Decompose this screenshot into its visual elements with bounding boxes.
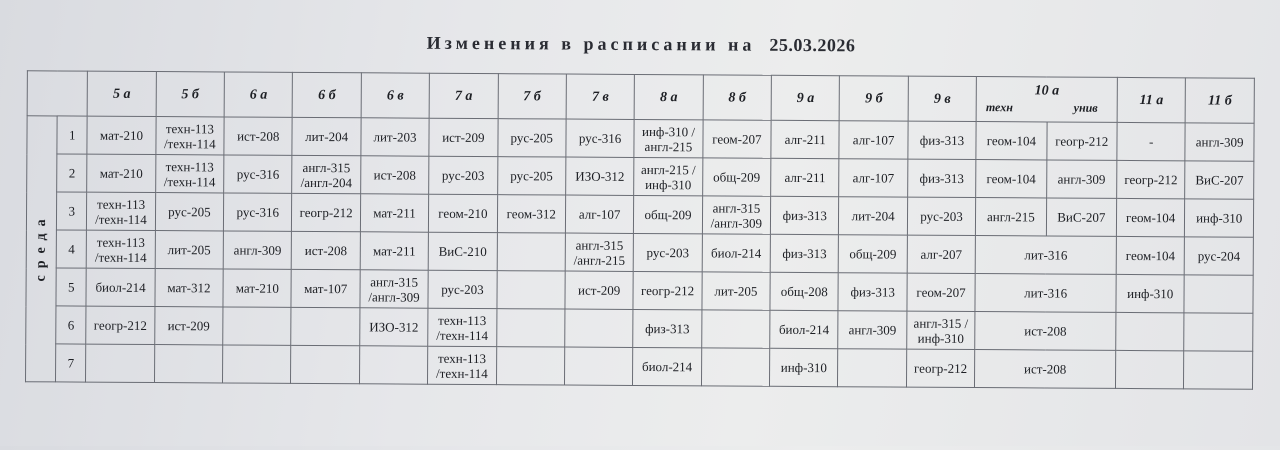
lesson-cell — [291, 345, 360, 383]
lesson-cell: биол-214 — [86, 268, 155, 306]
lesson-cell: геом-207 — [907, 273, 976, 311]
lesson-cell — [1184, 275, 1253, 313]
lesson-cell: англ-315 /англ-309 — [360, 270, 429, 308]
lesson-cell: геогр-212 — [86, 306, 155, 344]
class-header: 6 б — [293, 72, 362, 117]
lesson-cell: алг-211 — [771, 120, 840, 158]
class-10a-subgroups — [978, 100, 1116, 116]
lesson-cell — [223, 307, 292, 345]
class-header: 8 а — [634, 74, 703, 119]
class-header: 8 б — [703, 75, 772, 120]
header-row — [27, 71, 1254, 123]
lesson-cell: физ-313 — [770, 196, 839, 234]
lesson-cell: алг-207 — [907, 235, 976, 273]
lesson-number: 4 — [56, 230, 86, 268]
lesson-cell: рус-203 — [907, 197, 976, 235]
lesson-cell: техн-113 /техн-114 — [428, 346, 497, 384]
lesson-cell: техн-113 /техн-114 — [87, 192, 156, 230]
day-label: среда — [33, 212, 50, 282]
lesson-cell — [1115, 350, 1184, 388]
lesson-cell: биол-214 — [702, 234, 771, 272]
lesson-cell: физ-313 — [907, 159, 976, 197]
lesson-cell: алг-107 — [839, 121, 908, 159]
lesson-cell: биол-214 — [770, 310, 839, 348]
table-row — [26, 344, 1253, 389]
lesson-cell — [564, 347, 633, 385]
subgroup-label: техн — [985, 100, 1013, 115]
lesson-cell: алг-107 — [565, 195, 634, 233]
lesson-cell: ИЗО-312 — [360, 308, 429, 346]
lesson-cell: геогр-212 — [292, 193, 361, 231]
lesson-cell: геогр-212 — [906, 349, 975, 387]
class-header: 11 а — [1117, 77, 1186, 122]
title-date: 25.03.2026 — [769, 34, 856, 56]
subgroup-label: унив — [1073, 100, 1098, 115]
lesson-cell — [701, 310, 770, 348]
lesson-cell: инф-310 — [770, 348, 839, 386]
lesson-cell: геом-312 — [497, 195, 566, 233]
lesson-cell: техн-113 /техн-114 — [155, 155, 224, 193]
lesson-cell: лит-316 — [975, 274, 1116, 313]
lesson-number: 5 — [56, 268, 86, 306]
lesson-cell: инф-310 — [1116, 274, 1185, 312]
lesson-cell: лит-205 — [155, 231, 224, 269]
lesson-cell: геогр-212 — [633, 271, 702, 309]
lesson-cell: мат-210 — [87, 116, 156, 154]
lesson-cell: мат-211 — [360, 194, 429, 232]
lesson-cell: техн-113 /техн-114 — [87, 230, 156, 268]
class-header: 6 а — [224, 72, 293, 117]
lesson-cell: лит-316 — [975, 236, 1116, 275]
page-title — [1, 30, 1280, 59]
lesson-cell: ВиС-207 — [1046, 198, 1117, 236]
lesson-cell: техн-113 /техн-114 — [428, 308, 497, 346]
class-header: 9 в — [908, 76, 977, 121]
lesson-number: 6 — [56, 306, 86, 344]
lesson-cell — [291, 307, 360, 345]
lesson-cell: физ-313 — [633, 309, 702, 347]
lesson-cell: рус-205 — [155, 193, 224, 231]
title-text: Изменения в расписании на — [426, 32, 756, 55]
lesson-cell: англ-309 — [1046, 160, 1117, 198]
lesson-cell: ВиС-207 — [1185, 161, 1254, 199]
lesson-cell: мат-312 — [155, 269, 224, 307]
lesson-cell: геом-210 — [429, 194, 498, 232]
lesson-cell — [86, 344, 155, 382]
lesson-cell: ист-208 — [975, 312, 1116, 351]
lesson-cell: ист-208 — [224, 117, 293, 155]
class-header: 7 б — [498, 74, 567, 119]
lesson-cell — [838, 349, 907, 387]
lesson-cell: лит-205 — [702, 272, 771, 310]
lesson-cell: алг-211 — [771, 158, 840, 196]
lesson-cell: лит-204 — [839, 197, 908, 235]
lesson-cell: рус-316 — [224, 155, 293, 193]
lesson-cell: - — [1117, 122, 1186, 160]
lesson-cell — [497, 271, 566, 309]
lesson-cell: ВиС-210 — [428, 232, 497, 270]
class-header — [976, 77, 1117, 123]
lesson-cell: геогр-212 — [1046, 122, 1117, 160]
lesson-cell: физ-313 — [838, 273, 907, 311]
lesson-cell: общ-208 — [770, 272, 839, 310]
lesson-cell — [701, 348, 770, 386]
header-corner — [27, 71, 88, 116]
class-10a-label: 10 а — [1034, 83, 1060, 99]
lesson-cell: физ-313 — [908, 121, 977, 159]
lesson-cell: ист-209 — [429, 118, 498, 156]
lesson-cell: ист-209 — [154, 307, 223, 345]
lesson-cell: англ-315 /англ-309 — [702, 196, 771, 234]
lesson-cell: англ-315 /англ-215 — [565, 233, 634, 271]
lesson-cell: рус-316 — [566, 119, 635, 157]
lesson-cell — [1116, 312, 1185, 350]
lesson-cell: англ-215 — [976, 198, 1047, 236]
lesson-cell: ист-208 — [292, 231, 361, 269]
lesson-cell: геом-104 — [976, 160, 1047, 198]
lesson-cell: геом-104 — [1116, 198, 1185, 236]
lesson-cell — [496, 309, 565, 347]
lesson-cell — [496, 347, 565, 385]
lesson-cell: биол-214 — [633, 347, 702, 385]
lesson-cell: англ-315 / инф-310 — [907, 311, 976, 349]
lesson-cell: техн-113 /техн-114 — [156, 117, 225, 155]
schedule-table — [25, 70, 1255, 389]
lesson-cell: геогр-212 — [1117, 160, 1186, 198]
lesson-cell — [565, 309, 634, 347]
lesson-cell: мат-210 — [87, 154, 156, 192]
lesson-cell: рус-203 — [633, 233, 702, 271]
lesson-cell — [359, 346, 428, 384]
lesson-cell: ист-208 — [975, 350, 1116, 389]
lesson-cell: рус-316 — [223, 193, 292, 231]
class-header: 11 б — [1185, 78, 1254, 123]
lesson-cell: англ-315 /англ-204 — [292, 155, 361, 193]
lesson-cell: общ-209 — [839, 235, 908, 273]
lesson-cell: лит-204 — [292, 117, 361, 155]
class-header: 5 а — [87, 71, 156, 116]
lesson-cell: геом-207 — [703, 120, 772, 158]
lesson-number: 7 — [56, 344, 86, 382]
lesson-cell — [1184, 351, 1253, 389]
lesson-cell: ист-209 — [565, 271, 634, 309]
lesson-cell: геом-104 — [976, 122, 1047, 160]
lesson-cell — [1184, 313, 1253, 351]
class-header: 7 в — [566, 74, 635, 119]
lesson-number: 3 — [57, 192, 87, 230]
class-header: 9 а — [771, 75, 840, 120]
lesson-number: 2 — [57, 154, 87, 192]
lesson-cell: рус-204 — [1185, 237, 1254, 275]
lesson-cell: ист-208 — [360, 156, 429, 194]
lesson-cell: рус-205 — [497, 157, 566, 195]
lesson-cell: мат-107 — [291, 269, 360, 307]
lesson-cell: лит-203 — [361, 118, 430, 156]
lesson-cell: инф-310 / англ-215 — [634, 119, 703, 157]
class-header: 7 а — [429, 73, 498, 118]
day-cell — [26, 116, 58, 382]
lesson-cell — [154, 345, 223, 383]
lesson-cell: англ-309 — [223, 231, 292, 269]
lesson-cell: алг-107 — [839, 159, 908, 197]
lesson-number: 1 — [57, 116, 87, 154]
lesson-cell — [497, 233, 566, 271]
lesson-cell: общ-209 — [702, 158, 771, 196]
lesson-cell: рус-203 — [428, 270, 497, 308]
lesson-cell: общ-209 — [634, 195, 703, 233]
lesson-cell: физ-313 — [770, 234, 839, 272]
class-header: 5 б — [156, 72, 225, 117]
class-header: 6 в — [361, 73, 430, 118]
lesson-cell: инф-310 — [1185, 199, 1254, 237]
lesson-cell: геом-104 — [1116, 236, 1185, 274]
class-header: 9 б — [840, 76, 909, 121]
lesson-cell: рус-203 — [429, 156, 498, 194]
lesson-cell: мат-210 — [223, 269, 292, 307]
lesson-cell: англ-309 — [1185, 123, 1254, 161]
lesson-cell: ИЗО-312 — [566, 157, 635, 195]
lesson-cell: рус-205 — [497, 119, 566, 157]
lesson-cell: англ-309 — [838, 311, 907, 349]
lesson-cell: мат-211 — [360, 232, 429, 270]
lesson-cell: англ-215 / инф-310 — [634, 157, 703, 195]
lesson-cell — [223, 345, 292, 383]
